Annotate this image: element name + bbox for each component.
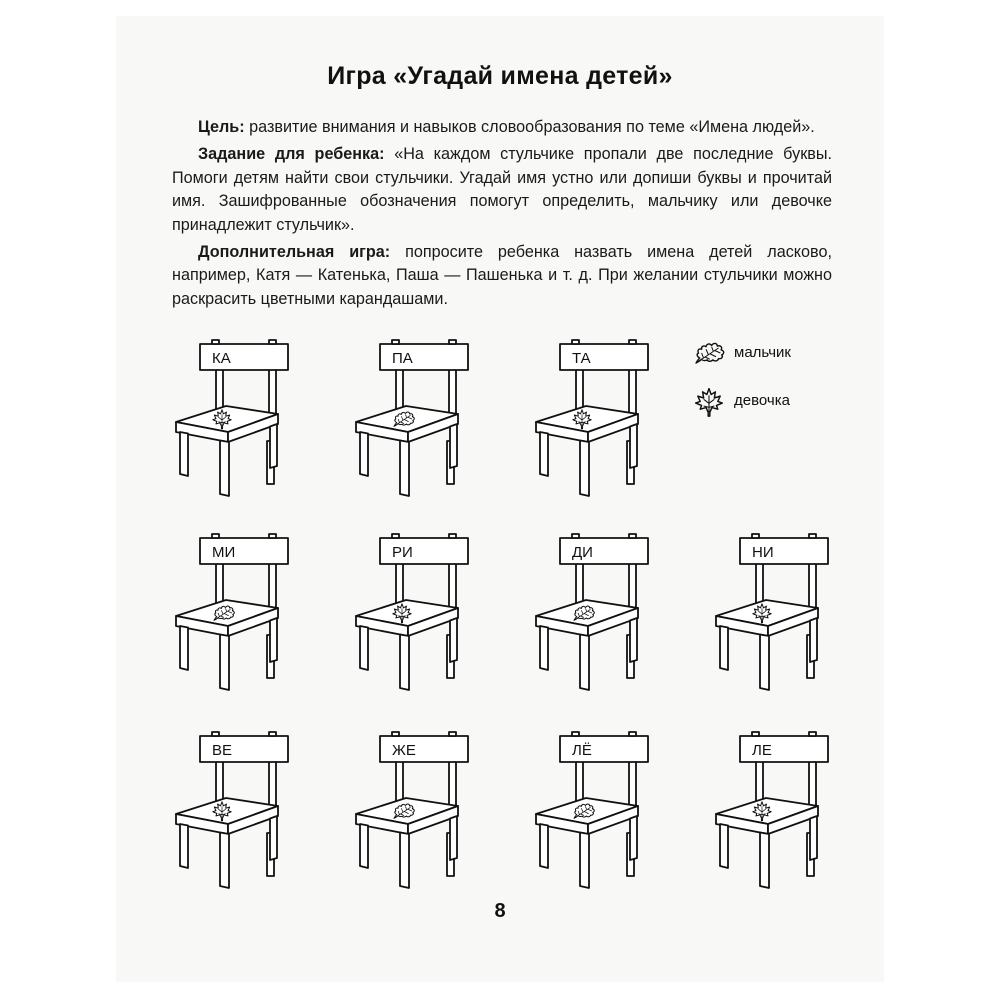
chair-6 [526, 530, 676, 700]
chair-10 [526, 728, 676, 898]
chair-syllable: ПА [392, 350, 413, 367]
page-title: Игра «Угадай имена детей» [327, 62, 673, 90]
chair-syllable: ЖЕ [392, 742, 416, 759]
chair-9 [346, 728, 496, 898]
chair-syllable: ВЕ [212, 742, 233, 759]
oak-leaf-icon [692, 338, 730, 368]
chair-2 [346, 336, 496, 506]
chair-syllable: НИ [752, 544, 774, 561]
chair-3 [526, 336, 676, 506]
chair-syllable: РИ [392, 544, 413, 561]
chair-8 [166, 728, 316, 898]
extra-game-text: попросите ребенка назвать имена детей ласково, например, Катя — Катенька, Паша — Пашенька и т. д. При желании стульчики можно раскрасить цветными карандашами. [172, 243, 832, 308]
maple-leaf-icon [692, 386, 728, 418]
legend-girl-label: девочка [734, 392, 790, 409]
legend-boy-label: мальчик [734, 344, 791, 361]
extra-game-paragraph [172, 241, 832, 311]
instructions-block [172, 116, 832, 315]
chair-syllable: ЛЕ [752, 742, 772, 759]
workbook-page [116, 16, 884, 982]
task-text: «На каждом стульчике пропали две последние буквы. Помоги детям найти свои стульчики. Угадай имя устно или допиши буквы и прочитай имя. Зашифрованные обозначения помогут определить, мальчику или девочке принадлежит стульчик». [172, 145, 833, 234]
chair-syllable: МИ [212, 544, 236, 561]
task-label: Задание для ребенка: [198, 145, 385, 164]
chair-11 [706, 728, 856, 898]
chair-1 [166, 336, 316, 506]
chair-7 [706, 530, 856, 700]
goal-label: Цель: [198, 118, 245, 136]
chair-5 [346, 530, 496, 700]
page-number: 8 [494, 900, 506, 922]
chair-syllable: ТА [572, 350, 591, 367]
chair-4 [166, 530, 316, 700]
extra-game-label: Дополнительная игра: [198, 243, 391, 262]
chair-syllable: КА [212, 350, 231, 367]
goal-text: развитие внимания и навыков словообразования по теме «Имена людей». [244, 118, 815, 136]
chair-syllable: ЛЁ [572, 742, 592, 759]
goal-paragraph [172, 116, 832, 139]
chair-syllable: ДИ [572, 544, 593, 561]
task-paragraph [172, 143, 832, 237]
